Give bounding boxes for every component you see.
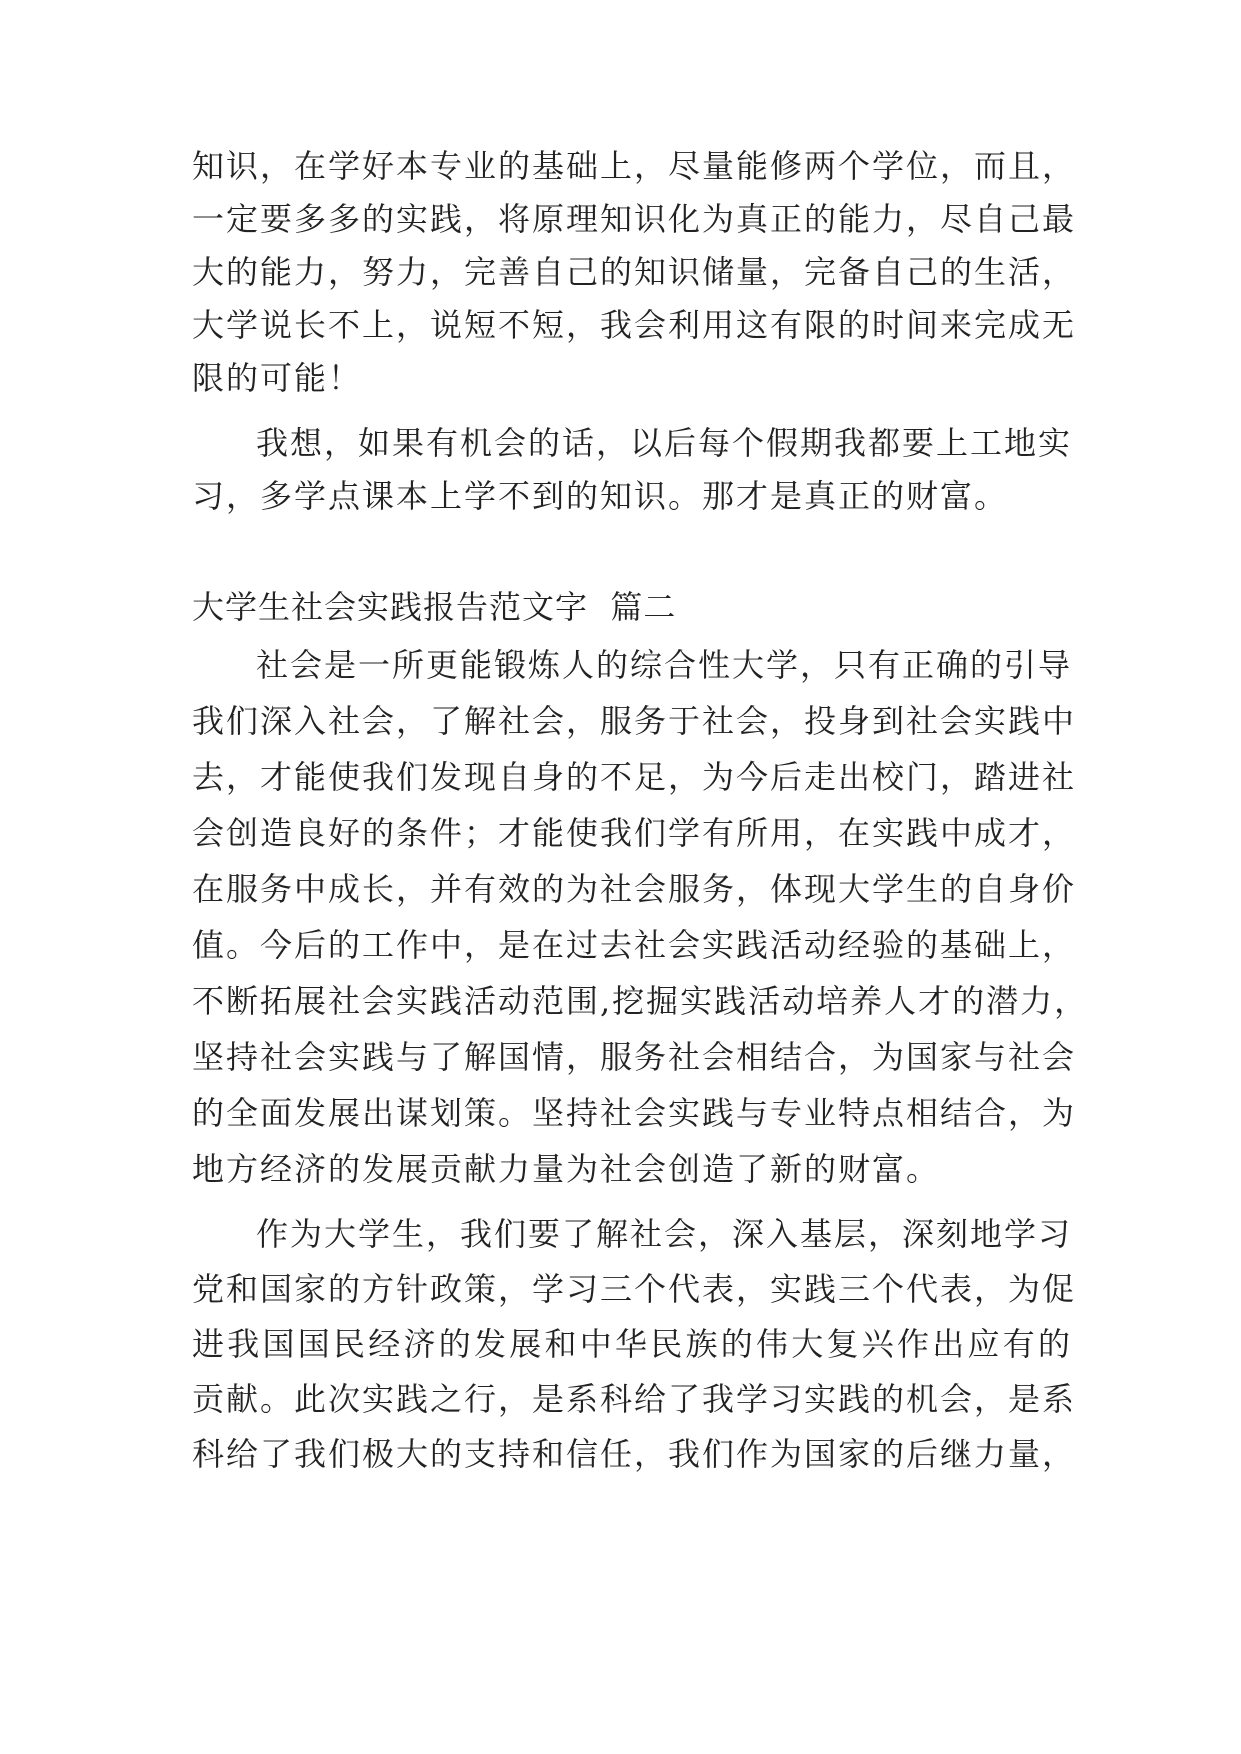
paragraph-line: 地方经济的发展贡献力量为社会创造了新的财富。: [192, 1150, 941, 1188]
paragraph-line: 科给了我们极大的支持和信任，我们作为国家的后继力量，: [192, 1435, 1077, 1473]
paragraph-line: 去，才能使我们发现自身的不足，为今后走出校门，踏进社: [192, 758, 1077, 796]
paragraph-line: 大学说长不上，说短不短，我会利用这有限的时间来完成无: [192, 306, 1077, 344]
paragraph-line: 社会是一所更能锻炼人的综合性大学，只有正确的引导: [256, 646, 1073, 684]
paragraph-line: 习，多学点课本上学不到的知识。那才是真正的财富。: [192, 477, 1009, 515]
paragraph-line: 我们深入社会，了解社会，服务于社会，投身到社会实践中: [192, 702, 1077, 740]
paragraph-line: 贡献。此次实践之行，是系科给了我学习实践的机会，是系: [192, 1380, 1077, 1418]
paragraph-line: 坚持社会实践与了解国情，服务社会相结合，为国家与社会: [192, 1038, 1077, 1076]
paragraph-line: 不断拓展社会实践活动范围,挖掘实践活动培养人才的潜力，: [192, 982, 1089, 1020]
paragraph-line: 大的能力，努力，完善自己的知识储量，完备自己的生活，: [192, 253, 1077, 291]
paragraph-line: 党和国家的方针政策，学习三个代表，实践三个代表，为促: [192, 1270, 1077, 1308]
paragraph-line: 知识，在学好本专业的基础上，尽量能修两个学位，而且，: [192, 147, 1077, 185]
paragraph-line: 值。今后的工作中，是在过去社会实践活动经验的基础上，: [192, 926, 1077, 964]
paragraph-line: 限的可能！: [192, 359, 363, 397]
paragraph-line: 会创造良好的条件；才能使我们学有所用，在实践中成才，: [192, 814, 1077, 852]
paragraph-line: 作为大学生，我们要了解社会，深入基层，深刻地学习: [256, 1215, 1073, 1253]
paragraph-line: 在服务中成长，并有效的为社会服务，体现大学生的自身价: [192, 870, 1077, 908]
paragraph-line: 进我国国民经济的发展和中华民族的伟大复兴作出应有的: [192, 1325, 1072, 1363]
paragraph-line: 的全面发展出谋划策。坚持社会实践与专业特点相结合，为: [192, 1094, 1077, 1132]
section-heading: 大学生社会实践报告范文字 篇二: [192, 588, 677, 626]
paragraph-line: 一定要多多的实践，将原理知识化为真正的能力，尽自己最: [192, 200, 1077, 238]
paragraph-line: 我想，如果有机会的话，以后每个假期我都要上工地实: [256, 424, 1073, 462]
